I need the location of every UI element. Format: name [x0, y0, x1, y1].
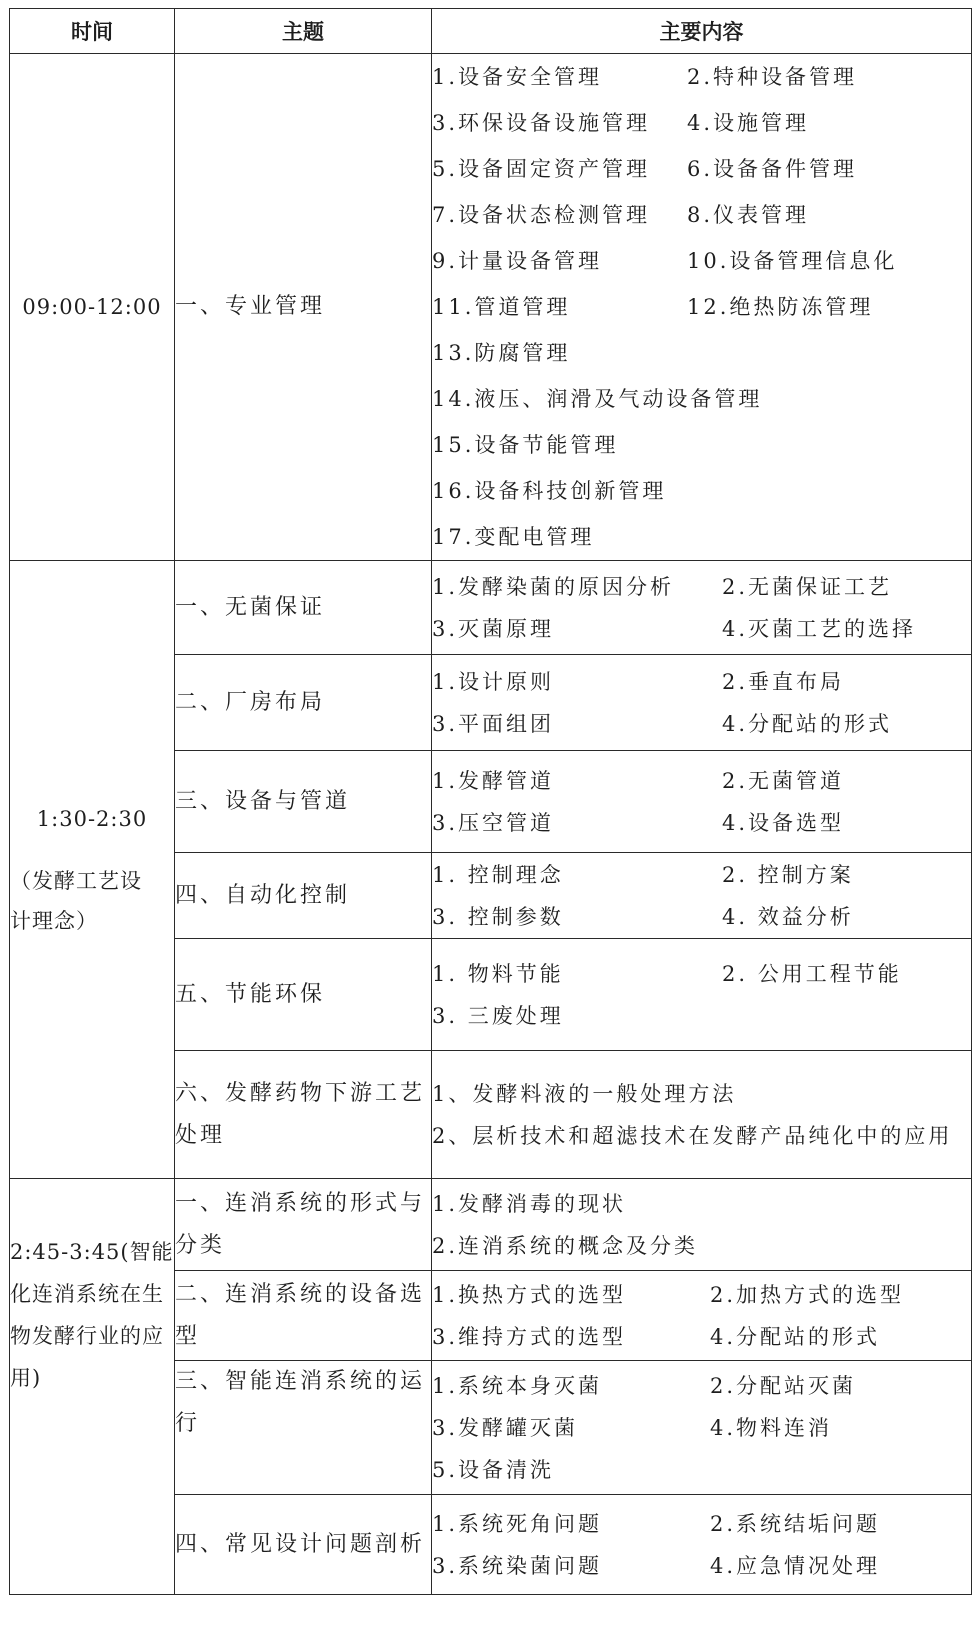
section2-topic-5: 五、节能环保: [175, 939, 432, 1051]
section3-content-2: [432, 1271, 972, 1361]
list-item: 3.发酵罐灭菌: [432, 1415, 579, 1440]
list-item: 17.变配电管理: [432, 525, 595, 549]
section3-topic-2: 二、连消系统的设备选型: [175, 1271, 432, 1361]
header-content: 主要内容: [432, 9, 972, 54]
list-item: 1. 物料节能: [432, 961, 564, 986]
section2-topic-6: 六、发酵药物下游工艺处理: [175, 1051, 432, 1179]
list-item: 2.分配站灭菌: [710, 1373, 857, 1398]
section2-content-1: [432, 561, 972, 655]
list-item: 4.分配站的形式: [710, 1324, 881, 1349]
section1-content: [432, 54, 972, 561]
section3-topic-1: 一、连消系统的形式与分类: [175, 1179, 432, 1271]
section2-topic-1: 一、无菌保证: [175, 561, 432, 655]
section2-topic-4: 四、自动化控制: [175, 853, 432, 939]
section2-time-note-2: 计理念）: [10, 908, 98, 933]
list-item: 1.发酵消毒的现状: [432, 1191, 627, 1216]
list-item: 4. 效益分析: [722, 904, 854, 929]
list-item: 2. 公用工程节能: [722, 961, 902, 986]
list-item: 3.系统染菌问题: [432, 1553, 603, 1578]
section2-time-range: 1:30-2:30: [36, 806, 148, 831]
section2-row-1: [10, 561, 972, 655]
list-item: 1、发酵料液的一般处理方法: [432, 1081, 737, 1106]
list-item: 1.换热方式的选型: [432, 1282, 627, 1307]
list-item: 11.管道管理: [432, 295, 571, 319]
section3-content-3: [432, 1361, 972, 1495]
section1-topic: 一、专业管理: [175, 54, 432, 561]
section1-time: 09:00-12:00: [10, 54, 175, 561]
section2-content-6: [432, 1051, 972, 1179]
section3-topic-4: 四、常见设计问题剖析: [175, 1495, 432, 1595]
section3-time: 2:45-3:45(智能化连消系统在生物发酵行业的应用): [10, 1179, 175, 1595]
list-item: 5.设备清洗: [432, 1457, 555, 1482]
list-item: 4.分配站的形式: [722, 711, 893, 736]
section2-content-2: [432, 655, 972, 751]
header-time: 时间: [10, 9, 175, 54]
list-item: 2、层析技术和超滤技术在发酵产品纯化中的应用: [432, 1123, 953, 1148]
section2-content-4: [432, 853, 972, 939]
list-item: 3. 三废处理: [432, 1003, 564, 1028]
list-item: 1.设备安全管理: [432, 65, 603, 89]
section3-row-1: [10, 1179, 972, 1271]
section2-time: [10, 561, 175, 1179]
header-topic: 主题: [175, 9, 432, 54]
list-item: 3.维持方式的选型: [432, 1324, 627, 1349]
list-item: 9.计量设备管理: [432, 249, 603, 273]
list-item: 2.系统结垢问题: [710, 1511, 881, 1536]
list-item: 2.特种设备管理: [687, 65, 858, 89]
section1-row: [10, 54, 972, 561]
list-item: 2.无菌管道: [722, 768, 845, 793]
section2-time-note-1: （发酵工艺设: [10, 868, 142, 893]
list-item: 4.物料连消: [710, 1415, 833, 1440]
list-item: 8.仪表管理: [687, 203, 810, 227]
header-row: [10, 9, 972, 54]
list-item: 12.绝热防冻管理: [687, 295, 874, 319]
list-item: 2.连消系统的概念及分类: [432, 1233, 699, 1258]
list-item: 4.设施管理: [687, 111, 810, 135]
list-item: 2. 控制方案: [722, 862, 854, 887]
section2-topic-3: 三、设备与管道: [175, 751, 432, 853]
list-item: 2.加热方式的选型: [710, 1282, 905, 1307]
list-item: 14.液压、润滑及气动设备管理: [432, 387, 763, 411]
section2-content-3: [432, 751, 972, 853]
section3-content-1: [432, 1179, 972, 1271]
section2-topic-2: 二、厂房布局: [175, 655, 432, 751]
list-item: 3.平面组团: [432, 711, 555, 736]
list-item: 13.防腐管理: [432, 341, 571, 365]
list-item: 1.发酵染菌的原因分析: [432, 574, 675, 599]
list-item: 4.应急情况处理: [710, 1553, 881, 1578]
list-item: 10.设备管理信息化: [687, 249, 898, 273]
list-item: 6.设备备件管理: [687, 157, 858, 181]
section2-content-5: [432, 939, 972, 1051]
list-item: 1.发酵管道: [432, 768, 555, 793]
section3-content-4: [432, 1495, 972, 1595]
list-item: 4.灭菌工艺的选择: [722, 616, 917, 641]
section3-topic-3: 三、智能连消系统的运行: [175, 1361, 432, 1495]
list-item: 3.压空管道: [432, 810, 555, 835]
list-item: 7.设备状态检测管理: [432, 203, 651, 227]
list-item: 3. 控制参数: [432, 904, 564, 929]
list-item: 2.垂直布局: [722, 669, 845, 694]
list-item: 1.设计原则: [432, 669, 555, 694]
list-item: 3.环保设备设施管理: [432, 111, 651, 135]
schedule-table: [9, 8, 972, 1595]
list-item: 15.设备节能管理: [432, 433, 619, 457]
list-item: 2.无菌保证工艺: [722, 574, 893, 599]
list-item: 1. 控制理念: [432, 862, 564, 887]
list-item: 16.设备科技创新管理: [432, 479, 667, 503]
list-item: 4.设备选型: [722, 810, 845, 835]
list-item: 5.设备固定资产管理: [432, 157, 651, 181]
list-item: 3.灭菌原理: [432, 616, 555, 641]
list-item: 1.系统本身灭菌: [432, 1373, 603, 1398]
list-item: 1.系统死角问题: [432, 1511, 603, 1536]
